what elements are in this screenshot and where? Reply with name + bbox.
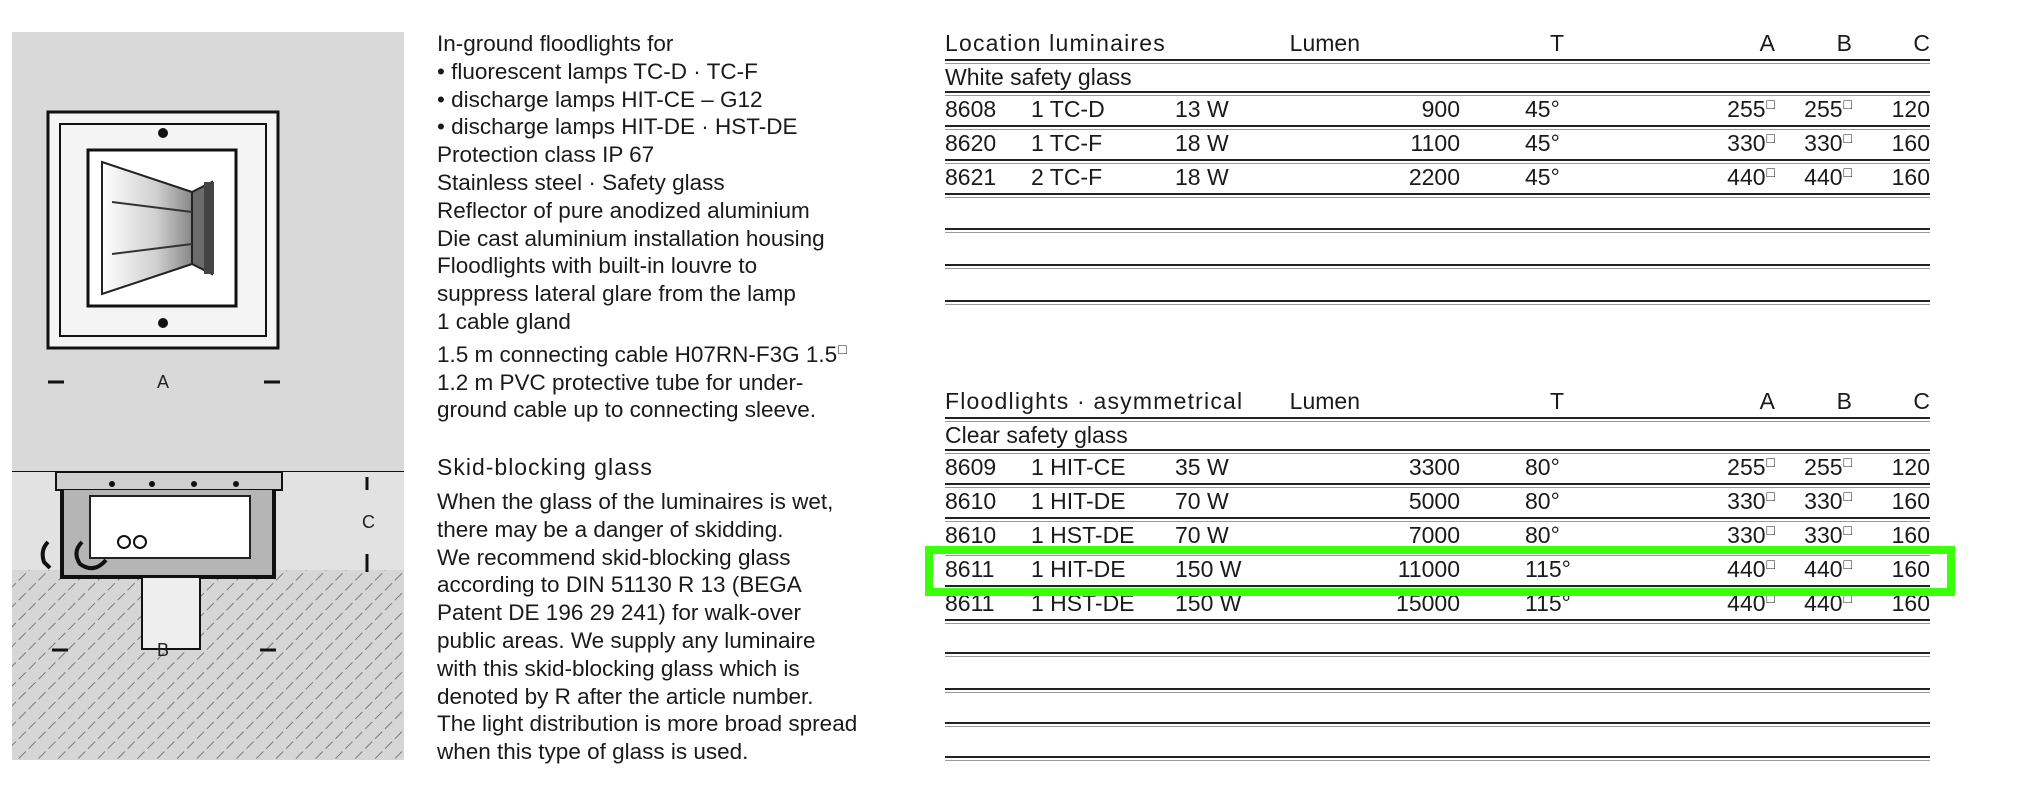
- description-line: [437, 169, 917, 197]
- cell-value: 8609: [945, 454, 997, 480]
- cell-value: 115°: [1525, 556, 1571, 582]
- cell-value: 80°: [1525, 488, 1560, 514]
- cell-value: 330: [1727, 130, 1766, 156]
- description-line: [437, 336, 917, 369]
- description-text: • discharge lamps HIT-DE · HST-DE: [437, 114, 798, 140]
- cell-lamp: [1031, 556, 1126, 583]
- cell-value: 1 TC-D: [1031, 96, 1105, 122]
- description-line: [437, 30, 917, 58]
- description-text: • fluorescent lamps TC-D · TC-F: [437, 58, 758, 84]
- cell-b: [1804, 164, 1852, 191]
- skid-line: with this skid-blocking glass which is: [437, 655, 800, 681]
- cell-value: 1 HIT-CE: [1031, 454, 1126, 480]
- description-line: [437, 225, 917, 253]
- blank-rule: [945, 264, 1930, 269]
- table-row: [945, 554, 1930, 588]
- skid-line: We recommend skid-blocking glass: [437, 544, 791, 570]
- table-title: Location luminaires: [945, 30, 1166, 56]
- cell-value: 8620: [945, 130, 997, 156]
- cell-watt: [1175, 130, 1229, 157]
- description-line: [437, 369, 917, 397]
- description-text: suppress lateral glare from the lamp: [437, 281, 796, 307]
- cell-value: 115°: [1525, 590, 1571, 616]
- square-mark: □: [1766, 96, 1775, 112]
- cell-value: 8621: [945, 164, 997, 190]
- col-b: B: [1836, 388, 1852, 414]
- description-line: [437, 252, 917, 280]
- dimension-label-b: B: [157, 640, 170, 660]
- description-line: [437, 141, 917, 169]
- cell-watt: [1175, 96, 1229, 123]
- cell-c: [1892, 454, 1930, 481]
- table-subtitle: Clear safety glass: [945, 422, 1128, 448]
- description-line: [437, 197, 917, 225]
- cell-no: [945, 164, 996, 191]
- square-mark: □: [1843, 522, 1852, 538]
- cell-a: [1727, 96, 1775, 123]
- cell-value: 45°: [1525, 164, 1560, 190]
- cell-c: [1892, 590, 1930, 617]
- table-row: [945, 128, 1930, 162]
- cell-value: 1 HIT-DE: [1031, 556, 1126, 582]
- skid-line: When the glass of the luminaires is wet,: [437, 489, 834, 514]
- cell-no: [945, 556, 994, 583]
- cell-c: [1892, 522, 1930, 549]
- table-row: [945, 94, 1930, 128]
- cell-value: 80°: [1525, 454, 1560, 480]
- cell-value: 45°: [1525, 96, 1560, 122]
- cell-value: 18 W: [1175, 130, 1229, 156]
- square-mark: □: [1766, 454, 1775, 470]
- cell-c: [1892, 164, 1930, 191]
- description-line: [437, 58, 917, 86]
- cell-lumen: [1409, 164, 1460, 191]
- square-mark: □: [1843, 96, 1852, 112]
- cell-no: [945, 522, 996, 549]
- table-row: [945, 486, 1930, 520]
- col-b: B: [1836, 30, 1852, 56]
- square-mark: □: [1843, 130, 1852, 146]
- cell-no: [945, 590, 994, 617]
- blank-rule: [945, 652, 1930, 657]
- table-header: [945, 28, 1930, 62]
- cell-t: [1525, 454, 1560, 481]
- cell-lumen: [1411, 130, 1460, 157]
- cell-value: 330: [1804, 522, 1843, 548]
- square-mark: □: [1766, 130, 1775, 146]
- cell-lumen: [1422, 96, 1460, 123]
- cell-t: [1525, 522, 1560, 549]
- description-text: Protection class IP 67: [437, 142, 655, 168]
- col-lumen: Lumen: [1289, 30, 1360, 56]
- skid-line: The light distribution is more broad spread: [437, 711, 858, 737]
- blank-rule: [945, 300, 1930, 305]
- cell-lumen: [1396, 590, 1460, 617]
- square-mark: □: [838, 340, 847, 357]
- table-title: Floodlights · asymmetrical: [945, 388, 1244, 414]
- cell-watt: [1175, 522, 1229, 549]
- square-mark: □: [1766, 164, 1775, 180]
- cell-value: 160: [1891, 522, 1930, 548]
- cell-value: 18 W: [1175, 164, 1229, 190]
- cell-lamp: [1031, 130, 1102, 157]
- cell-b: [1804, 454, 1852, 481]
- cell-a: [1727, 164, 1775, 191]
- cell-t: [1525, 556, 1571, 583]
- cell-t: [1525, 164, 1560, 191]
- dimension-label-a: A: [157, 372, 170, 392]
- cell-value: 70 W: [1175, 488, 1229, 514]
- skid-line: denoted by R after the article number.: [437, 683, 814, 709]
- description-line: [437, 396, 917, 424]
- cell-t: [1525, 488, 1560, 515]
- cell-value: 330: [1727, 522, 1766, 548]
- col-t: T: [1550, 388, 1565, 414]
- cell-value: 120: [1891, 96, 1930, 122]
- table-subtitle-row: [945, 62, 1930, 94]
- location-luminaires-table: [945, 28, 1930, 196]
- cell-value: 330: [1727, 488, 1766, 514]
- cell-watt: [1175, 454, 1229, 481]
- cell-value: 45°: [1525, 130, 1560, 156]
- cell-t: [1525, 130, 1560, 157]
- cell-value: 120: [1891, 454, 1930, 480]
- table-row: [945, 162, 1930, 196]
- cell-value: 1 HST-DE: [1031, 590, 1135, 616]
- description-text: 1 cable gland: [437, 308, 571, 334]
- luminaire-drawing-svg: [12, 32, 404, 760]
- cell-value: 160: [1891, 590, 1930, 616]
- description-text: 1.5 m connecting cable H07RN-F3G 1.5: [437, 341, 838, 367]
- table-row: [945, 520, 1930, 554]
- cell-value: 35 W: [1175, 454, 1229, 480]
- col-lumen: Lumen: [1289, 388, 1360, 414]
- cell-value: 150 W: [1175, 556, 1242, 582]
- cell-value: 255: [1727, 454, 1766, 480]
- table-row: [945, 452, 1930, 486]
- cell-watt: [1175, 488, 1229, 515]
- col-c: C: [1913, 388, 1930, 414]
- cell-lamp: [1031, 488, 1126, 515]
- cell-b: [1804, 590, 1852, 617]
- cell-a: [1727, 522, 1775, 549]
- cell-value: 15000: [1396, 590, 1460, 616]
- cell-c: [1892, 488, 1930, 515]
- description-text: In-ground floodlights for: [437, 31, 674, 56]
- cell-no: [945, 454, 996, 481]
- cell-value: 1 TC-F: [1031, 130, 1103, 156]
- cell-c: [1892, 96, 1930, 123]
- cell-value: 70 W: [1175, 522, 1229, 548]
- blank-rule: [945, 722, 1930, 727]
- cell-value: 440: [1727, 556, 1766, 582]
- col-a: A: [1759, 30, 1775, 56]
- cell-lumen: [1409, 522, 1460, 549]
- cell-a: [1727, 488, 1775, 515]
- cell-value: 8610: [945, 522, 997, 548]
- cell-lumen: [1409, 488, 1460, 515]
- col-c: C: [1913, 30, 1930, 56]
- table-subtitle: White safety glass: [945, 64, 1132, 90]
- cell-a: [1727, 556, 1775, 583]
- cell-lamp: [1031, 590, 1135, 617]
- cell-value: 255: [1804, 454, 1843, 480]
- table-header: [945, 386, 1930, 420]
- cell-value: 150 W: [1175, 590, 1242, 616]
- cell-value: 440: [1727, 164, 1766, 190]
- cell-t: [1525, 96, 1560, 123]
- cell-value: 440: [1804, 556, 1843, 582]
- cell-value: 255: [1804, 96, 1843, 122]
- square-mark: □: [1843, 164, 1852, 180]
- cell-no: [945, 488, 996, 515]
- cell-value: 13 W: [1175, 96, 1229, 122]
- cell-value: 160: [1891, 488, 1930, 514]
- skid-blocking-heading: Skid-blocking glass: [437, 454, 653, 480]
- blank-rule: [945, 688, 1930, 693]
- table-rule: [945, 619, 1930, 624]
- description-text: Reflector of pure anodized aluminium: [437, 197, 810, 223]
- cell-b: [1804, 130, 1852, 157]
- cell-t: [1525, 590, 1571, 617]
- cell-watt: [1175, 556, 1241, 583]
- cell-no: [945, 96, 996, 123]
- square-mark: □: [1843, 454, 1852, 470]
- cell-lamp: [1031, 96, 1105, 123]
- cell-a: [1727, 130, 1775, 157]
- description-text: ground cable up to connecting sleeve.: [437, 397, 817, 423]
- cell-c: [1892, 130, 1930, 157]
- cell-b: [1804, 96, 1852, 123]
- blank-rule: [945, 756, 1930, 761]
- cell-value: 8611: [945, 556, 995, 582]
- dimension-label-c: C: [362, 512, 375, 532]
- product-description: [437, 30, 917, 424]
- square-mark: □: [1843, 590, 1852, 606]
- table-rule: [945, 193, 1930, 198]
- description-text: Floodlights with built-in louvre to: [437, 253, 758, 279]
- cell-b: [1804, 522, 1852, 549]
- square-mark: □: [1843, 488, 1852, 504]
- cell-value: 80°: [1525, 522, 1560, 548]
- ground-hatch: [12, 570, 404, 760]
- cell-value: 7000: [1408, 522, 1460, 548]
- cell-value: 5000: [1408, 488, 1460, 514]
- table-row: [945, 588, 1930, 622]
- cell-a: [1727, 454, 1775, 481]
- cell-value: 900: [1421, 96, 1460, 122]
- cell-value: 160: [1891, 130, 1930, 156]
- description-text: Die cast aluminium installation housing: [437, 225, 825, 251]
- luminaire-drawing: [12, 32, 404, 760]
- description-text: 1.2 m PVC protective tube for under-: [437, 369, 804, 395]
- cell-no: [945, 130, 996, 157]
- col-t: T: [1550, 30, 1565, 56]
- cell-value: 440: [1804, 590, 1843, 616]
- cell-value: 1 HIT-DE: [1031, 488, 1126, 514]
- cell-lamp: [1031, 164, 1102, 191]
- square-mark: □: [1843, 556, 1852, 572]
- square-mark: □: [1766, 556, 1775, 572]
- cell-value: 330: [1804, 488, 1843, 514]
- cell-value: 330: [1804, 130, 1843, 156]
- cell-watt: [1175, 590, 1241, 617]
- square-mark: □: [1766, 590, 1775, 606]
- description-line: [437, 280, 917, 308]
- blank-rule: [945, 228, 1930, 233]
- cell-value: 1 HST-DE: [1031, 522, 1135, 548]
- cell-value: 8608: [945, 96, 997, 122]
- cell-lumen: [1409, 454, 1460, 481]
- col-a: A: [1759, 388, 1775, 414]
- cell-value: 440: [1804, 164, 1843, 190]
- cell-value: 440: [1727, 590, 1766, 616]
- cell-value: 160: [1891, 164, 1930, 190]
- skid-line: Patent DE 196 29 241) for walk-over: [437, 600, 801, 626]
- skid-line: there may be a danger of skidding.: [437, 516, 784, 542]
- square-mark: □: [1766, 488, 1775, 504]
- cell-b: [1804, 556, 1852, 583]
- skid-line: when this type of glass is used.: [437, 739, 749, 765]
- cell-value: 8611: [945, 590, 995, 616]
- cell-watt: [1175, 164, 1229, 191]
- description-line: [437, 308, 917, 336]
- cell-lumen: [1398, 556, 1460, 583]
- cell-a: [1727, 590, 1775, 617]
- skid-line: according to DIN 51130 R 13 (BEGA: [437, 572, 802, 598]
- description-text: • discharge lamps HIT-CE – G12: [437, 86, 763, 112]
- table-subtitle-row: [945, 420, 1930, 452]
- cell-value: 3300: [1408, 454, 1460, 480]
- skid-line: public areas. We supply any luminaire: [437, 627, 816, 653]
- cell-c: [1892, 556, 1930, 583]
- square-mark: □: [1766, 522, 1775, 538]
- cell-value: 2 TC-F: [1031, 164, 1103, 190]
- cell-lamp: [1031, 522, 1135, 549]
- description-line: [437, 113, 917, 141]
- cell-value: 255: [1727, 96, 1766, 122]
- cell-value: 11000: [1397, 556, 1460, 582]
- cell-value: 1100: [1410, 130, 1460, 156]
- cell-lamp: [1031, 454, 1126, 481]
- skid-blocking-text: [437, 488, 917, 766]
- description-text: Stainless steel · Safety glass: [437, 169, 725, 195]
- cell-value: 8610: [945, 488, 997, 514]
- floodlights-table: [945, 386, 1930, 622]
- cell-b: [1804, 488, 1852, 515]
- cell-value: 2200: [1408, 164, 1460, 190]
- description-line: [437, 86, 917, 114]
- cell-value: 160: [1891, 556, 1930, 582]
